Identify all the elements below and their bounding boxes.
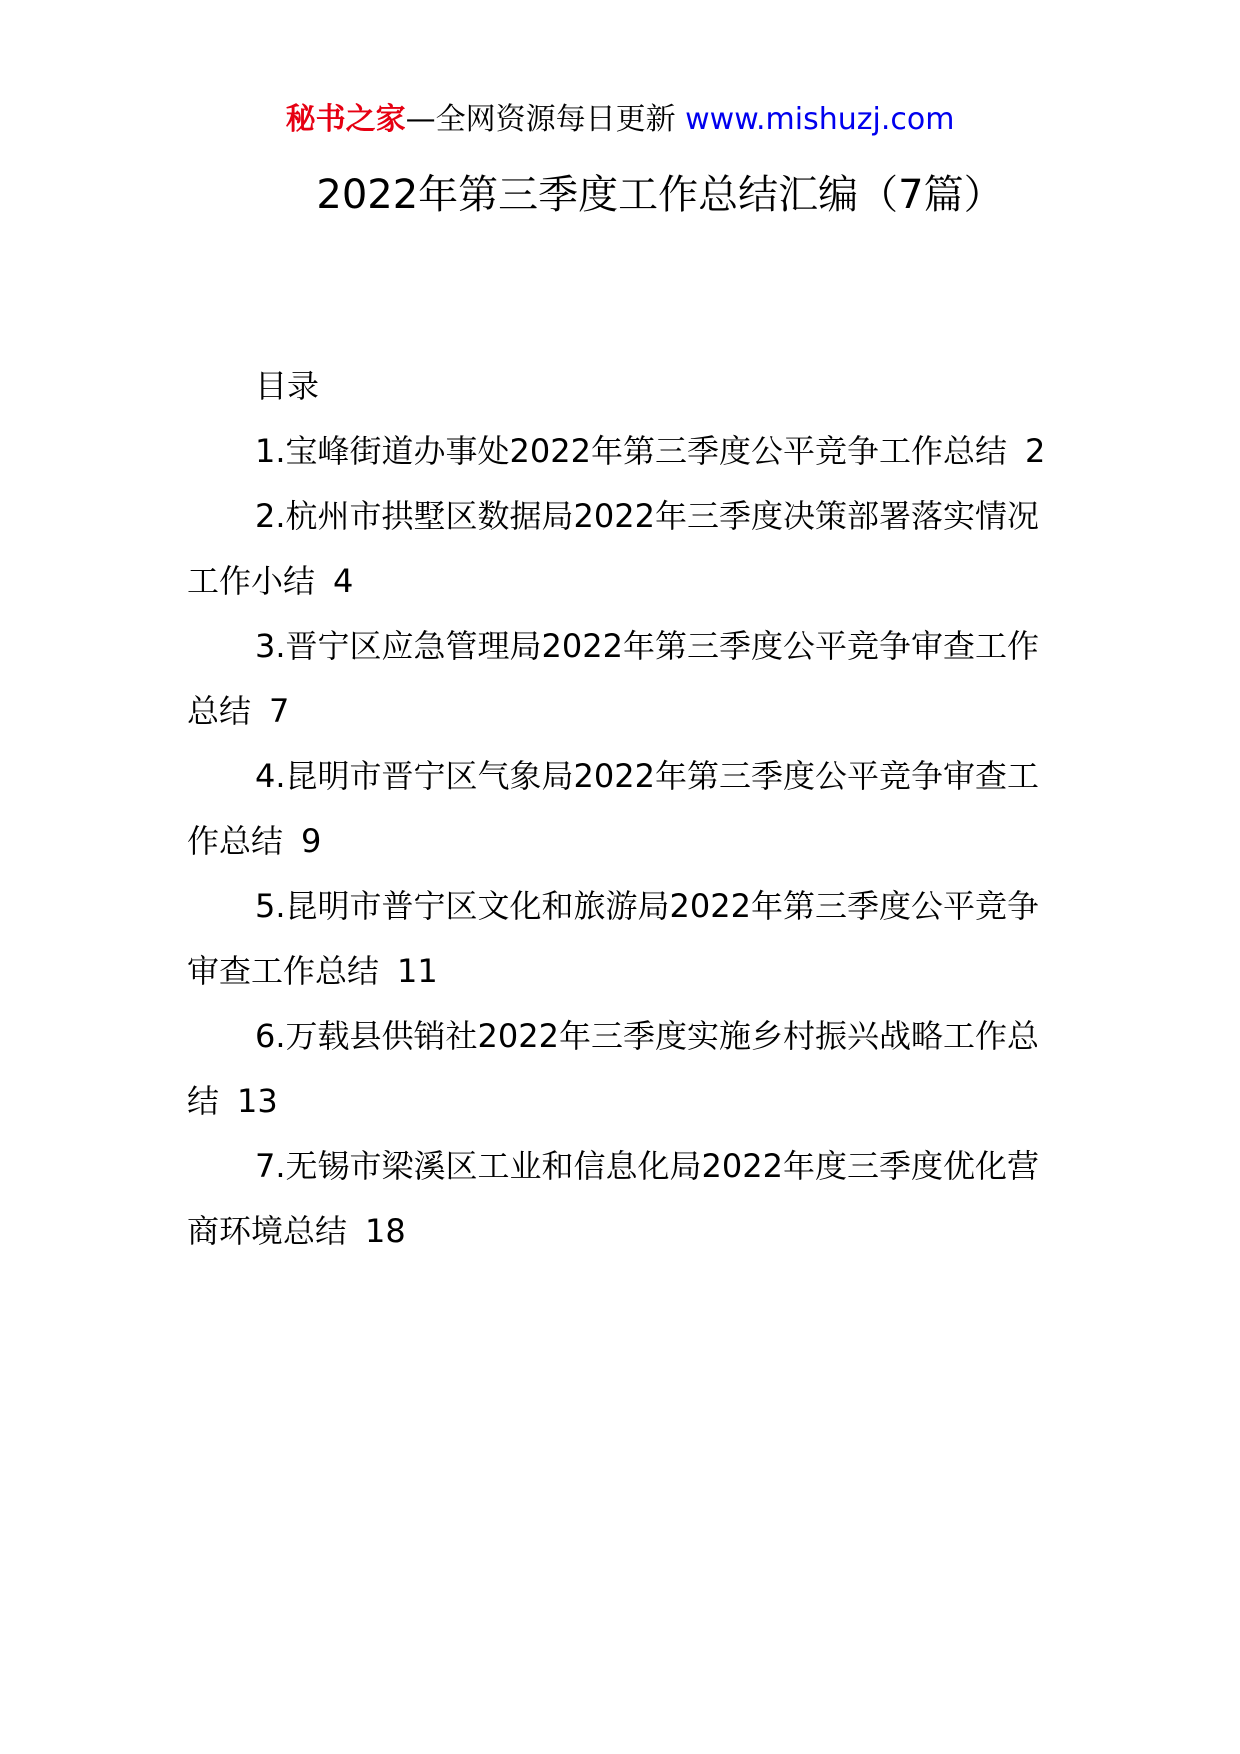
toc-item-title: 6.万载县供销社2022年三季度实施乡村振兴战略工作总结	[187, 1017, 1039, 1120]
toc-item[interactable]	[187, 874, 1057, 1004]
toc-heading: 目录	[255, 367, 320, 405]
toc-item[interactable]	[187, 744, 1057, 874]
toc-item[interactable]	[187, 614, 1057, 744]
toc-item-page: 11	[397, 952, 438, 990]
site-brand: 秘书之家	[285, 102, 406, 137]
toc-item-title: 7.无锡市梁溪区工业和信息化局2022年度三季度优化营商环境总结	[187, 1147, 1039, 1250]
toc-item-page: 2	[1024, 432, 1046, 470]
site-banner	[0, 100, 1240, 140]
toc-item-title: 2.杭州市拱墅区数据局2022年三季度决策部署落实情况工作小结	[187, 497, 1039, 600]
toc-item-page: 18	[365, 1212, 406, 1250]
toc-item[interactable]	[187, 1004, 1057, 1134]
toc-item[interactable]	[187, 484, 1057, 614]
site-tagline: —全网资源每日更新	[405, 102, 676, 137]
table-of-contents	[187, 354, 1057, 1264]
toc-item[interactable]	[187, 419, 1057, 484]
toc-item-title: 3.晋宁区应急管理局2022年第三季度公平竞争审查工作总结	[187, 627, 1039, 730]
toc-item-page: 4	[333, 562, 354, 600]
toc-item-page: 13	[237, 1082, 278, 1120]
toc-item-page: 7	[269, 692, 290, 730]
toc-item-title: 5.昆明市普宁区文化和旅游局2022年第三季度公平竞争审查工作总结	[187, 887, 1039, 990]
site-url-link[interactable]: www.mishuzj.com	[685, 102, 955, 137]
toc-item-title: 4.昆明市晋宁区气象局2022年第三季度公平竞争审查工作总结	[187, 757, 1039, 860]
toc-item-title: 1.宝峰街道办事处2022年第三季度公平竞争工作总结	[255, 432, 1007, 470]
toc-item[interactable]	[187, 1134, 1057, 1264]
document-title: 2022年第三季度工作总结汇编（7篇）	[316, 172, 1004, 218]
toc-item-page: 9	[301, 822, 322, 860]
